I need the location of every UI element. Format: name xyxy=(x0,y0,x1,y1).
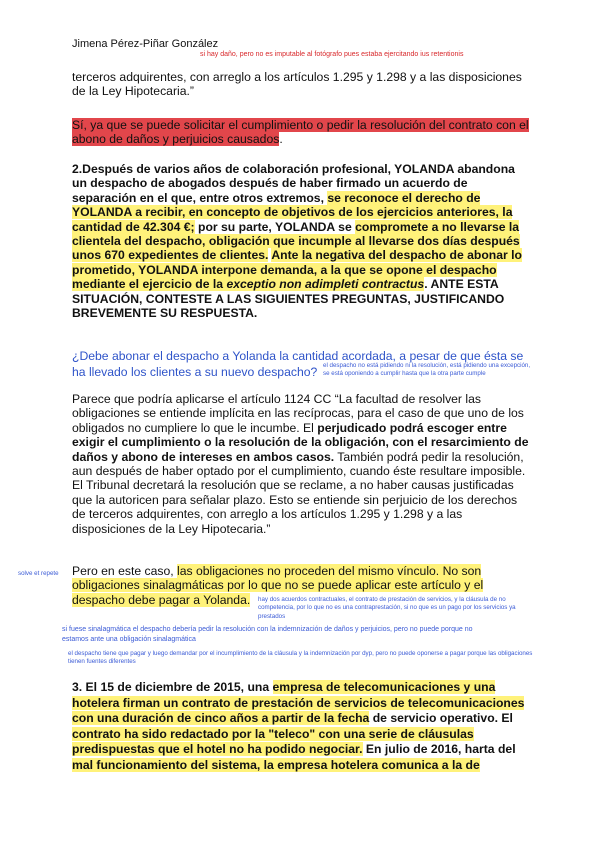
highlight-yellow: exceptio non adimpleti contractus xyxy=(226,277,425,292)
text-line: de la Ley Hipotecaria.” xyxy=(72,84,194,99)
text-line xyxy=(72,696,528,712)
text-fragment: . ANTE ESTA xyxy=(424,277,499,292)
text-line xyxy=(72,680,528,696)
text-line: un despacho de abogados después de haber firmado un acuerdo de xyxy=(72,176,468,191)
text-fragment: En julio de 2016, harta del xyxy=(362,742,516,757)
text-line: Parece que podría aplicarse el artículo 1124 CC “La facultad de resolver las xyxy=(72,392,481,406)
highlight-yellow: compromete a no llevarse la xyxy=(355,219,520,234)
margin-note-blue: el despacho tiene que pagar y luego demandar por el incumplimiento de la cláusula y la indemnización por dyp, pero no puede oponerse a pagar porque las obligaciones tienen fuentes diferentes xyxy=(68,650,533,666)
case-2-statement xyxy=(72,162,528,320)
highlight-red: abono de daños y perjuicios causados xyxy=(72,132,280,147)
text-line: aun después de haber optado por el cumplimiento, cuando éste resultare imposible. xyxy=(72,464,526,479)
text-fragment: obligados no cumpliere lo que le incumbe. El xyxy=(72,420,318,435)
text-line xyxy=(72,191,528,205)
highlight-yellow: prometido, YOLANDA interpone demanda, a la que se opone el despacho xyxy=(72,262,497,277)
text-line: ha llevado los clientes a su nuevo despacho? xyxy=(72,365,318,379)
answer-2 xyxy=(72,392,528,536)
highlight-yellow: obligaciones sinalagmáticas por lo que no se puede aplicar este artículo y el xyxy=(72,578,484,593)
text-line xyxy=(72,742,528,758)
case-3-statement xyxy=(72,680,528,774)
margin-note-blue: si fuese sinalagmática el despacho debería pedir la resolución con la indemnización de daños y perjuicios, pero no puede porque no estamos ante una obligación sinalagmática xyxy=(62,626,473,643)
text-line xyxy=(72,711,528,727)
text-fragment: 3. El 15 de diciembre de 2015, una xyxy=(72,680,273,694)
highlight-yellow: mediante el ejercicio de la xyxy=(72,277,227,292)
text-line: ¿Debe abonar el despacho a Yolanda la cantidad acordada, a pesar de que ésta se xyxy=(72,349,524,363)
text-line xyxy=(72,205,528,219)
highlight-yellow: se reconoce el derecho de xyxy=(327,190,481,205)
text-line: BREVEMENTE SU RESPUESTA. xyxy=(72,306,258,321)
highlight-yellow: cantidad de 42.304 €; xyxy=(72,219,195,234)
text-line: El Tribunal decretará la resolución que se reclame, a no haber causas justificadas xyxy=(72,478,514,493)
text-line xyxy=(72,277,528,291)
text-fragment: de servicio operativo. El xyxy=(369,711,513,726)
quote-ending xyxy=(72,70,528,99)
highlight-yellow: clientela del despacho, obligación que incumple al llevarse dos días después xyxy=(72,234,520,249)
text-line: terceros adquirentes, con arreglo a los artículos 1.295 y 1.298 y a las disposiciones xyxy=(72,70,522,84)
text-line: 2.Después de varios años de colaboración profesional, YOLANDA abandona xyxy=(72,162,515,176)
highlight-yellow: mal funcionamiento del sistema, la empresa hotelera comunica a la de xyxy=(72,757,480,772)
text-fragment: perjudicado podrá escoger entre xyxy=(317,420,507,435)
highlight-yellow: las obligaciones no proceden del mismo vínculo. No son xyxy=(177,564,482,578)
highlight-yellow: unos 670 expedientes de clientes. xyxy=(72,248,269,263)
highlight-yellow: Ante la negativa del despacho de abonar lo xyxy=(271,248,522,263)
highlight-yellow: empresa de telecomunicaciones y una xyxy=(272,680,496,694)
highlight-yellow: hotelera firman un contrato de prestación de servicios de telecomunicaciones xyxy=(72,695,525,710)
text-line: SITUACIÓN, CONTESTE A LAS SIGUIENTES PREGUNTAS, JUSTIFICANDO xyxy=(72,291,505,306)
text-fragment: separación en el que, entre otros extremos, xyxy=(72,190,328,205)
margin-note-blue: el despacho no está pidiendo ni la resolución, está pidiendo una excepción, se está oponiendo a cumplir hasta que la otra parte cumple xyxy=(323,362,531,378)
text-fragment: por su parte, YOLANDA se xyxy=(194,219,356,234)
text-line: de terceros adquirentes, con arreglo a los artículos 1.295 y 1.298 y a las xyxy=(72,507,463,522)
highlight-red: Sí, ya que se puede solicitar el cumplimiento o pedir la resolución del contrato con el xyxy=(72,118,529,132)
text-line xyxy=(72,263,528,277)
text-line xyxy=(72,727,528,743)
answer-1 xyxy=(72,118,528,147)
highlight-yellow: contrato ha sido redactado por la "teleco" con una serie de cláusulas xyxy=(72,726,474,741)
text-line: disposiciones de la Ley Hipotecaria.” xyxy=(72,521,271,536)
text-fragment: . xyxy=(279,132,283,147)
text-fragment: Pero en este caso, xyxy=(72,564,178,578)
page-header-author: Jimena Pérez-Piñar González xyxy=(72,38,219,50)
text-fragment: daños y abono de intereses en ambos casos. xyxy=(72,449,335,464)
margin-note-red: si hay daño, pero no es imputable al fotógrafo pues estaba ejercitando ius retentionis xyxy=(200,51,464,58)
text-line: exigir el cumplimiento o la resolución de la obligación, con el resarcimiento de xyxy=(72,435,529,450)
text-line xyxy=(72,450,528,464)
text-line xyxy=(72,564,528,578)
text-line xyxy=(72,234,528,248)
text-line xyxy=(72,578,528,592)
text-line xyxy=(72,220,528,234)
text-fragment: También podrá pedir la resolución, xyxy=(334,449,524,464)
margin-note-blue: hay dos acuerdos contractuales, el contrato de prestación de servicios, y la cláusula de no competencia, por lo que no es una contraprestación, si no que es un pago por los servicios ya prestados xyxy=(258,596,516,620)
text-line xyxy=(72,421,528,435)
text-line: que la autoricen para señalar plazo. Esto se entiende sin perjuicio de los derechos xyxy=(72,492,518,507)
text-line xyxy=(72,248,528,262)
side-note-blue: solve et repete xyxy=(18,570,59,577)
text-line: obligaciones se entiende implícita en las recíprocas, para el caso de que uno de los xyxy=(72,406,524,421)
highlight-yellow: despacho debe pagar a Yolanda. xyxy=(72,592,251,607)
highlight-yellow: con una duración de cinco años a partir de la fecha xyxy=(72,711,370,726)
text-line xyxy=(72,758,528,774)
highlight-yellow: predispuestas que el hotel no ha podido negociar. xyxy=(72,742,363,757)
highlight-yellow: YOLANDA a recibir, en concepto de objetivos de los ejercicios anteriores, la xyxy=(72,205,513,220)
